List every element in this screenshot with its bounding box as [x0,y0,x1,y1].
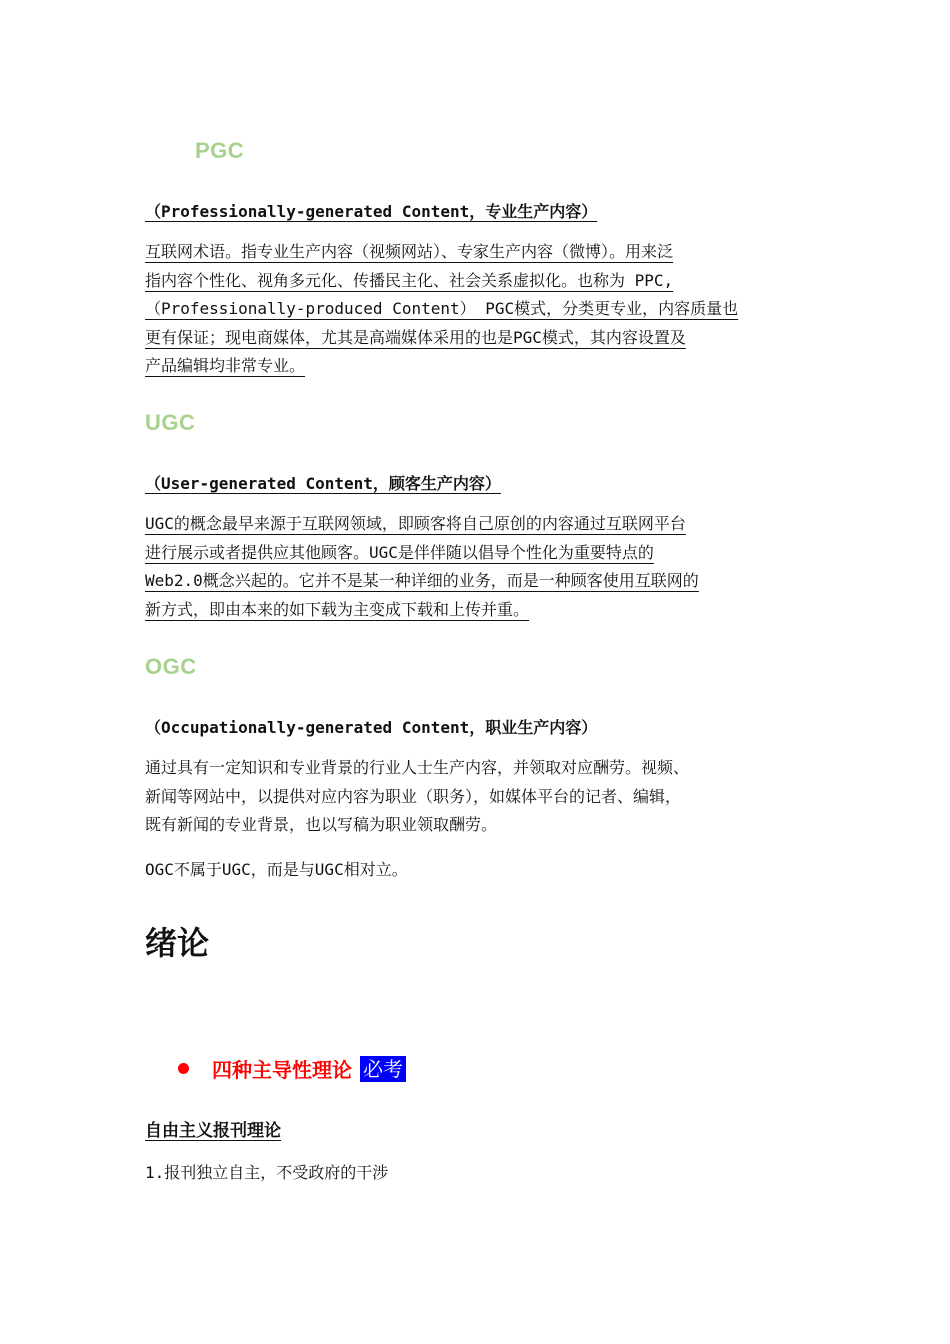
ugc-line: 进行展示或者提供应其他顾客。UGC是伴伴随以倡导个性化为重要特点的 [145,542,654,562]
ogc-subtitle: （Occupationally-generated Content，职业生产内容） [145,718,598,737]
bullet-dot-icon [178,1063,189,1074]
ugc-subtitle: （User-generated Content，顾客生产内容） [145,474,501,493]
section-title: 自由主义报刊理论 [145,1121,281,1141]
pgc-line: 更有保证；现电商媒体，尤其是高端媒体采用的也是PGC模式，其内容设置及 [145,327,686,347]
ogc-line: 既有新闻的专业背景，也以写稿为职业领取酬劳。 [145,815,498,834]
pgc-line: 互联网术语。指专业生产内容（视频网站）、专家生产内容（微博）。用来泛 [145,242,674,261]
chapter-title: 绪论 [145,924,210,962]
pgc-line: 产品编辑均非常专业。 [145,356,306,375]
pgc-heading: PGC [195,138,245,163]
pgc-line: 指内容个性化、视角多元化、传播民主化、社会关系虚拟化。也称为 PPC, [145,270,674,290]
pgc-subtitle: （Professionally-generated Content，专业生产内容） [145,202,598,221]
must-test-badge: 必考 [360,1056,406,1082]
ogc-line: 新闻等网站中，以提供对应内容为职业（职务），如媒体平台的记者、编辑， [145,786,682,806]
ugc-line: 新方式，即由本来的如下载为主变成下载和上传并重。 [145,599,530,619]
pgc-line: （Professionally-produced Content） PGC模式，分类更专业，内容质量也 [145,299,739,318]
ugc-line: Web2.0概念兴起的。它并不是某一种详细的业务，而是一种顾客使用互联网的 [145,571,699,590]
pgc-paragraph [145,238,810,381]
list-item: 1.报刊独立自主，不受政府的干涉 [145,1163,389,1182]
ogc-heading: OGC [145,654,197,679]
ugc-paragraph [145,510,810,624]
ogc-line: 通过具有一定知识和专业背景的行业人士生产内容，并领取对应酬劳。视频、 [145,758,690,777]
ugc-heading: UGC [145,410,196,435]
bullet-text: 四种主导性理论 [212,1058,352,1082]
bullet-item [178,1054,406,1083]
ogc-paragraph [145,754,810,840]
ugc-line: UGC的概念最早来源于互联网领域，即顾客将自己原创的内容通过互联网平台 [145,514,686,533]
ogc-note: OGC不属于UGC，而是与UGC相对立。 [145,860,408,879]
